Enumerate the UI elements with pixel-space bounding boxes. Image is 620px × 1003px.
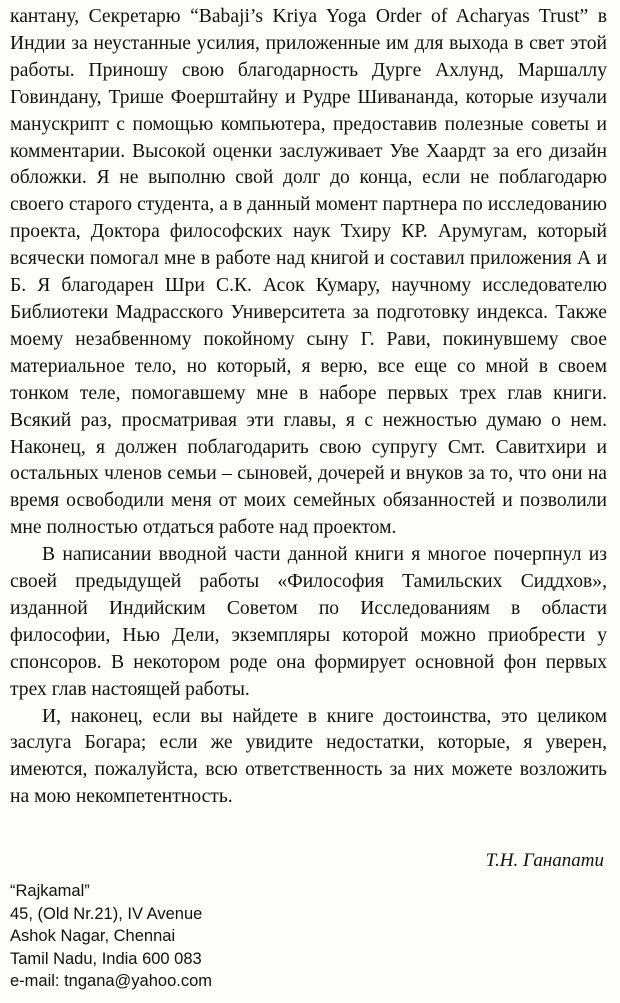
paragraph-closing: И, наконец, если вы найдете в книге достоинства, это целиком заслуга Богара; если же увидите недостатки, которые, я уверен, имеются, пожалуйста, всю ответственность за них можете возложить на мою некомпетентность. [10,705,607,808]
author-signature: Т.Н. Ганапати [485,850,604,871]
address-city: Ashok Nagar, Chennai [10,927,176,946]
address-street: 45, (Old Nr.21), IV Avenue [10,904,203,923]
paragraph-introduction-source: В написании вводной части данной книги я многое почерпнул из своей предыдущей работы «Философия Тамильских Сиддхов», изданной Индийским Советом по Исследованиям в области философии, Нью Дели, экземпляры которой можно приобрести у спонсоров. В некотором роде она формирует основной фон первых трех глав настоящей работы. [10,544,607,700]
author-address [10,880,212,993]
paragraph-acknowledgements: кантану, Секретарю “Babaji’s Kriya Yoga Order of Acharyas Trust” в Индии за неустанные усилия, приложенные им для выхода в свет этой работы. Приношу свою благодарность Дурге Ахлунд, Маршаллу Говиндану, Трише Фоерштайну и Рудре Шивананда, которые изучали манускрипт с помощью компьютера, предоставив полезные советы и комментарии. Высокой оценки заслуживает Уве Хаардт за его дизайн обложки. Я не выполню свой долг до конца, если не поблагодарю своего старого студента, а в данный момент партнера по исследованию проекта, Доктора философских наук Тхиру КР. Арумугам, который всячески помогал мне в работе над книгой и составил приложения А и Б. Я благодарен Шри С.К. Асок Кумару, научному исследователю Библиотеки Мадрасского Университета за подготовку индекса. Также моему незабвенному покойному сыну Г. Рави, покинувшему свое материальное тело, но который, я верю, все еще со мной в своем тонком теле, помогавшему мне в наборе первых трех глав книги. Всякий раз, просматривая эти главы, я с нежностью думаю о нем. Наконец, я должен поблагодарить свою супругу Смт. Савитхири и остальных членов семьи – сыновей, дочерей и внуков за то, что они на время освободили меня от моих семейных обязанностей и позволили мне полностью отдаться работе над проектом. [10,6,607,539]
address-email: e-mail: tngana@yahoo.com [10,972,213,991]
address-region: Tamil Nadu, India 600 083 [10,949,202,968]
address-house-name: “Rajkamal” [10,882,90,900]
body-text [10,4,607,811]
